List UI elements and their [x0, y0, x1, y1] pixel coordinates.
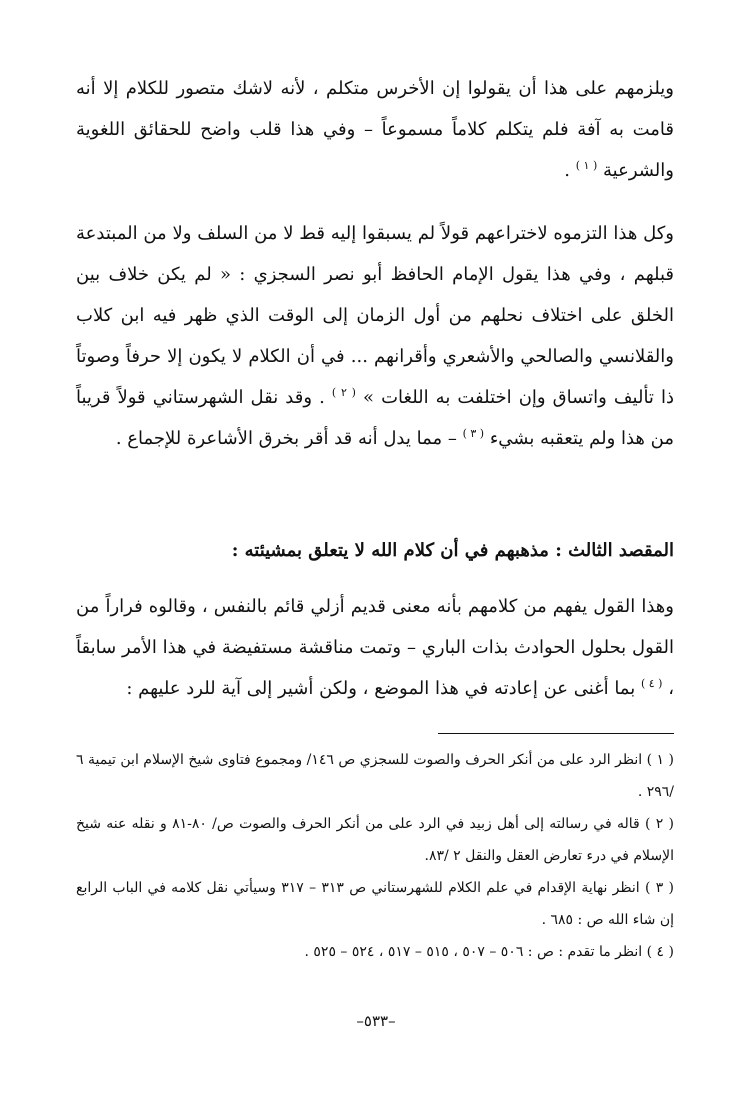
paragraph-2 — [76, 213, 674, 459]
footnote-ref-3[interactable]: ( ٣ ) — [462, 427, 485, 440]
paragraph-1-text: ويلزمهم على هذا أن يقولوا إن الأخرس متكلم ، لأنه لاشك متصور للكلام إلا أنه قامت به آفة فلم يتكلم كلاماً مسموعاً – وفي هذا قلب واضح للحقائق اللغوية والشرعية — [76, 78, 674, 181]
footnote-text: قاله في رسالته إلى أهل زبيد في الرد على من أنكر الحرف والصوت ص/ ٨٠-٨١ و نقله عنه شيخ الإسلام في درء تعارض العقل والنقل ٢ /٨٣. — [76, 816, 674, 864]
paragraph-3-text-b: بما أغنى عن إعادته في هذا الموضع ، ولكن أشير إلى آية للرد عليهم : — [126, 678, 641, 699]
paragraph-3 — [76, 586, 674, 709]
paragraph-2-text-a: وكل هذا التزموه لاختراعهم قولاً لم يسبقوا إليه قط لا من السلف ولا من المبتدعة قبلهم ، وفي هذا يقول الإمام الحافظ أبو نصر السجزي : « لم يكن خلاف بين الخلق على اختلاف نحلهم من أول الزمان إلى الوقت الذي ظهر فيه ابن كلاب والقلانسي والصالحي والأشعري وأقرانهم ... في أن الكلام لا يكون إلا حرفاً وصوتاً ذا تأليف واتساق وإن اختلفت به اللغات » — [76, 223, 674, 408]
paragraph-2-text-b: . وقد نقل الشهرستاني قولاً قريباً من هذا ولم يتعقبه بشيء — [76, 387, 674, 449]
footnote-ref-1[interactable]: ( ١ ) — [575, 159, 598, 172]
paragraph-1-end: . — [564, 160, 576, 181]
footnote-number: ( ١ ) — [646, 752, 674, 768]
footnote-divider — [438, 733, 674, 734]
section-heading: المقصد الثالث : مذهبهم في أن كلام الله لا يتعلق بمشيئته : — [231, 540, 674, 561]
footnote-number: ( ٢ ) — [644, 816, 674, 832]
footnote-item — [76, 872, 674, 936]
page-number: –٥٣٣– — [356, 1012, 396, 1030]
footnote-ref-4[interactable]: ( ٤ ) — [640, 677, 663, 690]
paragraph-3-text-a: وهذا القول يفهم من كلامهم بأنه معنى قديم أزلي قائم بالنفس ، وقالوه فراراً من القول بحلول الحوادث بذات الباري – وتمت مناقشة مستفيضة في هذا الأمر سابقاً ، — [76, 596, 674, 699]
footnote-text: انظر الرد على من أنكر الحرف والصوت للسجزي ص ١٤٦/ ومجموع فتاوى شيخ الإسلام ابن تيمية ٦ /٢٩٦ . — [76, 752, 674, 800]
footnote-text: انظر ما تقدم : ص : ٥٠٦ – ٥٠٧ ، ٥١٥ – ٥١٧ ، ٥٢٤ – ٥٢٥ . — [304, 944, 643, 960]
footnote-ref-2[interactable]: ( ٢ ) — [331, 386, 356, 399]
footnote-item — [76, 808, 674, 872]
footnotes — [76, 744, 674, 968]
footnote-item — [76, 744, 674, 808]
paragraph-1 — [76, 68, 674, 191]
paragraph-2-text-c: – مما يدل أنه قد أقر بخرق الأشاعرة للإجماع . — [115, 428, 463, 449]
footnote-number: ( ٤ ) — [646, 944, 674, 960]
footnote-text: انظر نهاية الإقدام في علم الكلام للشهرستاني ص ٣١٣ – ٣١٧ وسيأتي نقل كلامه في الباب الرابع إن شاء الله ص : ٦٨٥ . — [76, 880, 674, 928]
footnote-number: ( ٣ ) — [644, 880, 674, 896]
footnote-item — [76, 936, 674, 968]
